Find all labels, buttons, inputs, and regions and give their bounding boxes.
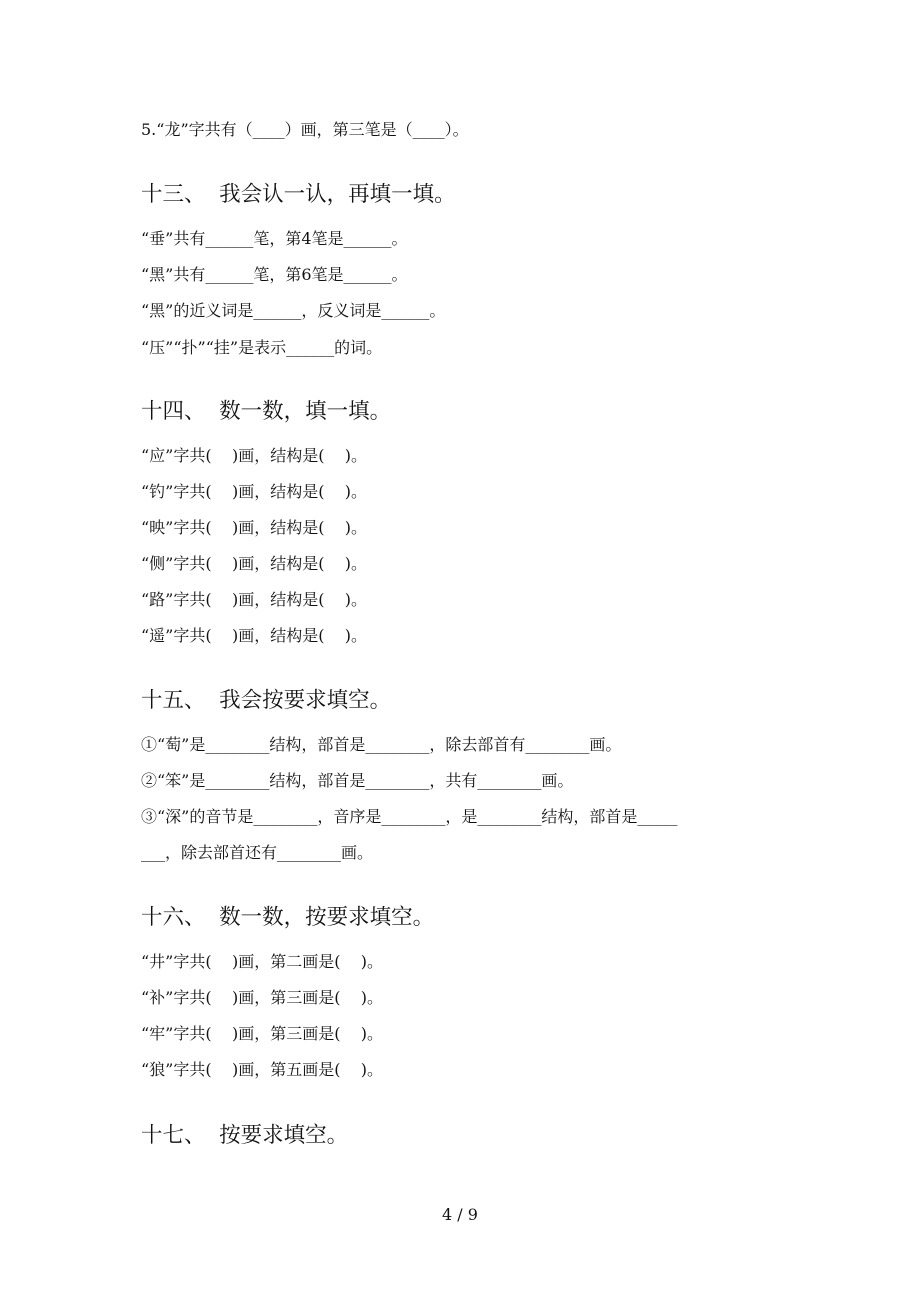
- section-14-line-2: “钓”字共( )画，结构是( )。: [141, 482, 368, 501]
- section-14-line-3: “映”字共( )画，结构是( )。: [141, 518, 368, 537]
- section-13-line-2: “黑”共有______笔，第6笔是______。: [141, 265, 408, 284]
- section-16-line-2: “补”字共( )画，第三画是( )。: [141, 988, 384, 1007]
- section-13-line-1: “垂”共有______笔，第4笔是______。: [141, 229, 408, 248]
- section-16-line-3: “牢”字共( )画，第三画是( )。: [141, 1024, 384, 1043]
- section-14-line-5: “路”字共( )画，结构是( )。: [141, 590, 368, 609]
- section-15-heading: 十五、 我会按要求填空。: [141, 688, 392, 713]
- section-13-heading: 十三、 我会认一认，再填一填。: [141, 182, 456, 207]
- section-16-line-1: “井”字共( )画，第二画是( )。: [141, 952, 384, 971]
- section-14-line-1: “应”字共( )画，结构是( )。: [141, 446, 368, 465]
- section-14-line-6: “遥”字共( )画，结构是( )。: [141, 626, 368, 645]
- section-16-line-4: “狼”字共( )画，第五画是( )。: [141, 1060, 384, 1079]
- section-15-line-1: ①“萄”是________结构，部首是________，除去部首有________画。: [141, 735, 622, 754]
- section-15-line-3: ③“深”的音节是________，音序是________，是________结构，部首是_____: [141, 807, 678, 826]
- section-16-heading: 十六、 数一数，按要求填空。: [141, 905, 435, 930]
- section-13-line-4: “压”“扑”“挂”是表示______的词。: [141, 338, 383, 357]
- page-number: 4 / 9: [442, 1205, 478, 1224]
- section-17-heading: 十七、 按要求填空。: [141, 1123, 349, 1148]
- section-15-line-2: ②“笨”是________结构，部首是________，共有________画。: [141, 771, 574, 790]
- section-13-line-3: “黑”的近义词是______，反义词是______。: [141, 301, 446, 320]
- section-14-heading: 十四、 数一数，填一填。: [141, 399, 392, 424]
- section-15-line-4: ___，除去部首还有________画。: [141, 843, 374, 862]
- section-14-line-4: “侧”字共( )画，结构是( )。: [141, 554, 368, 573]
- question-line-5: 5.“龙”字共有（____）画，第三笔是（____）。: [141, 120, 469, 139]
